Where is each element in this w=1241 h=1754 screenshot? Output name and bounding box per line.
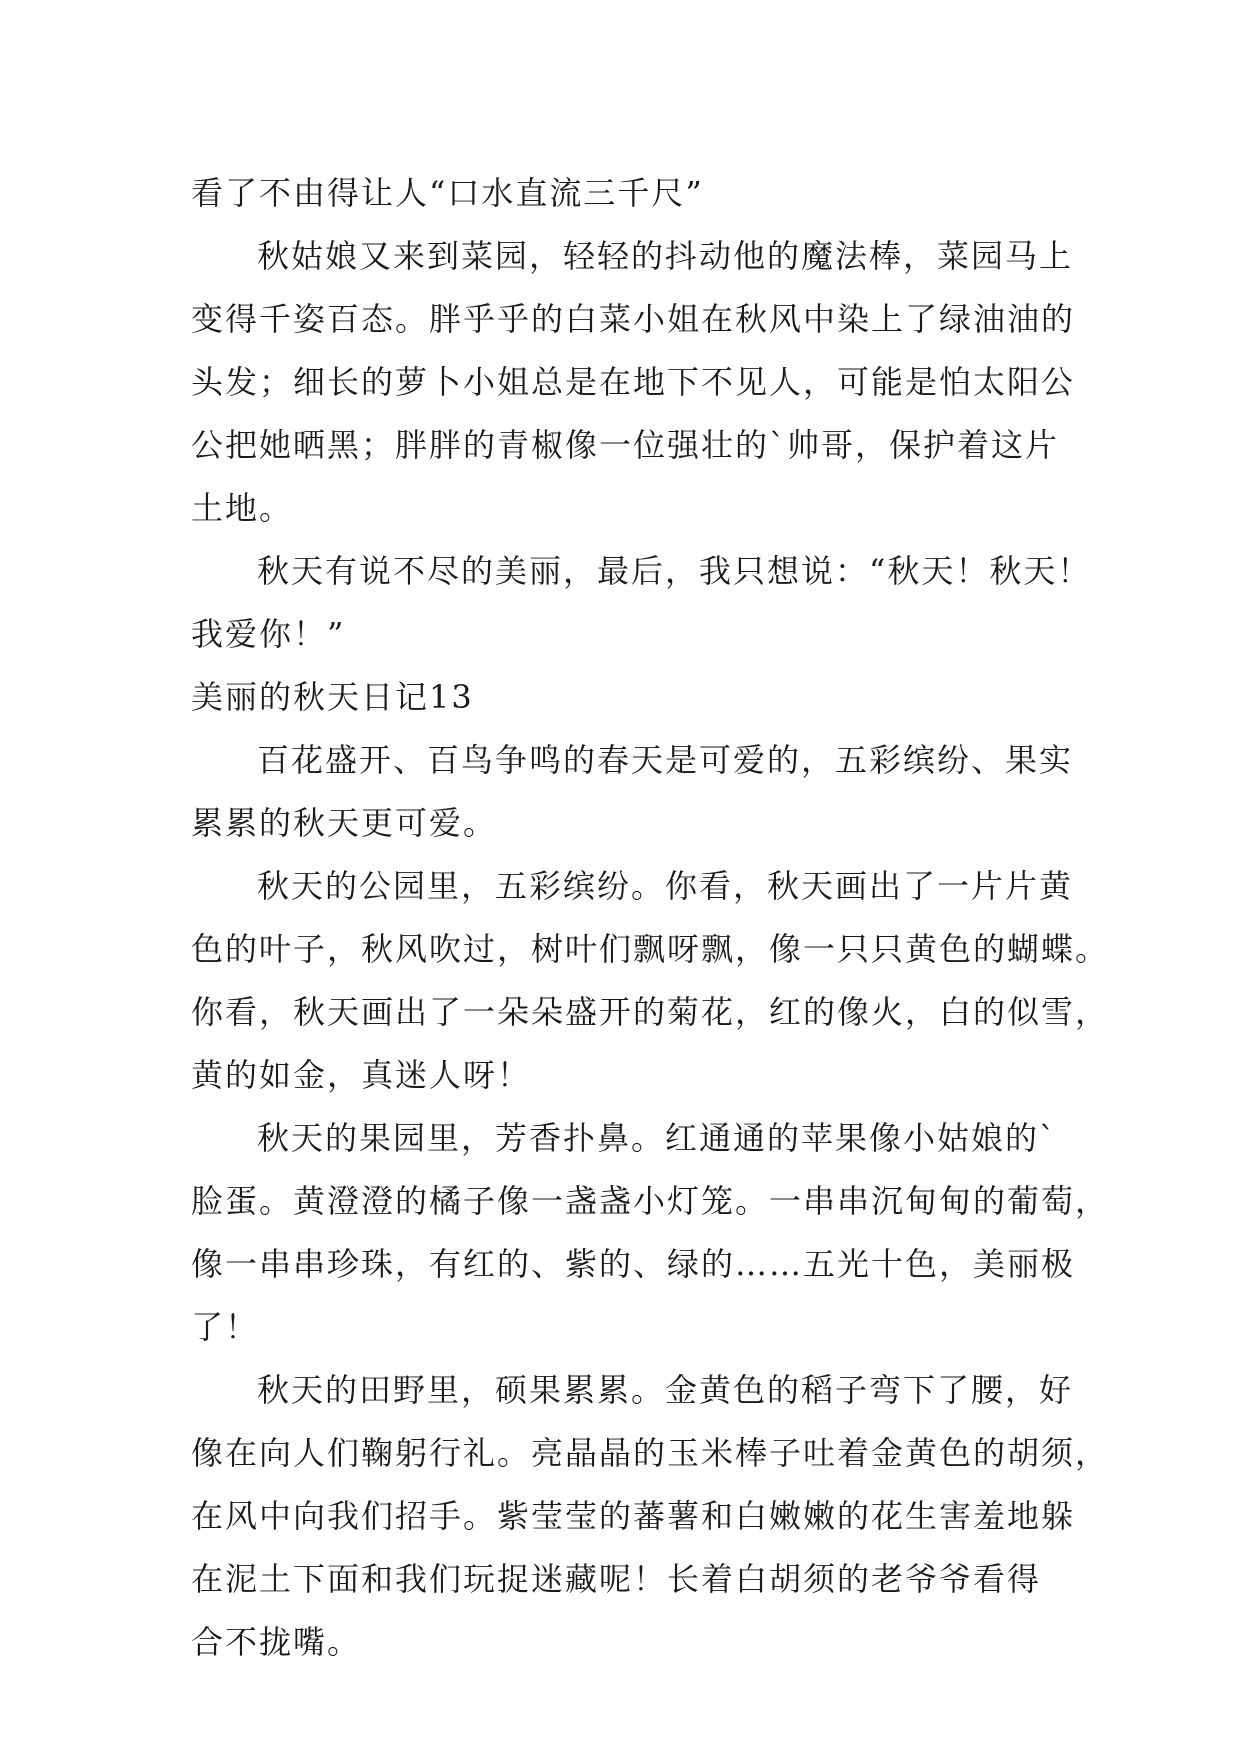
paragraph-start-line: 秋天的公园里，五彩缤纷。你看，秋天画出了一片片黄 xyxy=(257,867,1074,905)
text-line: 像在向人们鞠躬行礼。亮晶晶的玉米棒子吐着金黄色的胡须， xyxy=(191,1434,1110,1472)
text-line: 累累的秋天更可爱。 xyxy=(191,804,498,842)
section-heading: 美丽的秋天日记13 xyxy=(191,678,474,716)
text-line: 色的叶子，秋风吹过，树叶们飘呀飘，像一只只黄色的蝴蝶。 xyxy=(191,930,1110,968)
text-line: 公把她晒黑；胖胖的青椒像一位强壮的`帅哥，保护着这片 xyxy=(191,426,1060,464)
paragraph-start-line: 秋姑娘又来到菜园，轻轻的抖动他的魔法棒，菜园马上 xyxy=(257,237,1074,275)
text-line: 土地。 xyxy=(191,489,294,527)
text-line: 了！ xyxy=(191,1308,260,1346)
text-line: 变得千姿百态。胖乎乎的白菜小姐在秋风中染上了绿油油的 xyxy=(191,300,1076,338)
document-body xyxy=(191,162,1110,1674)
text-line: 头发；细长的萝卜小姐总是在地下不见人，可能是怕太阳公 xyxy=(191,363,1076,401)
text-line: 合不拢嘴。 xyxy=(191,1623,362,1661)
text-line: 像一串串珍珠，有红的、紫的、绿的……五光十色，美丽极 xyxy=(191,1245,1076,1283)
text-line: 我爱你！” xyxy=(191,615,346,653)
paragraph-start-line: 秋天的果园里，芳香扑鼻。红通通的苹果像小姑娘的` xyxy=(257,1119,1058,1157)
text-line: 在泥土下面和我们玩捉迷藏呢！长着白胡须的老爷爷看得 xyxy=(191,1560,1042,1598)
paragraph-start-line: 秋天的田野里，硕果累累。金黄色的稻子弯下了腰，好 xyxy=(257,1371,1074,1409)
text-line: 你看，秋天画出了一朵朵盛开的菊花，红的像火，白的似雪， xyxy=(191,993,1110,1031)
text-line: 在风中向我们招手。紫莹莹的蕃薯和白嫩嫩的花生害羞地躲 xyxy=(191,1497,1076,1535)
paragraph-start-line: 百花盛开、百鸟争鸣的春天是可爱的，五彩缤纷、果实 xyxy=(257,741,1074,779)
text-line: 脸蛋。黄澄澄的橘子像一盏盏小灯笼。一串串沉甸甸的葡萄， xyxy=(191,1182,1110,1220)
text-line: 黄的如金，真迷人呀！ xyxy=(191,1056,532,1094)
paragraph-start-line: 秋天有说不尽的美丽，最后，我只想说：“秋天！秋天！ xyxy=(257,552,1092,590)
text-line: 看了不由得让人“口水直流三千尺” xyxy=(191,174,704,212)
